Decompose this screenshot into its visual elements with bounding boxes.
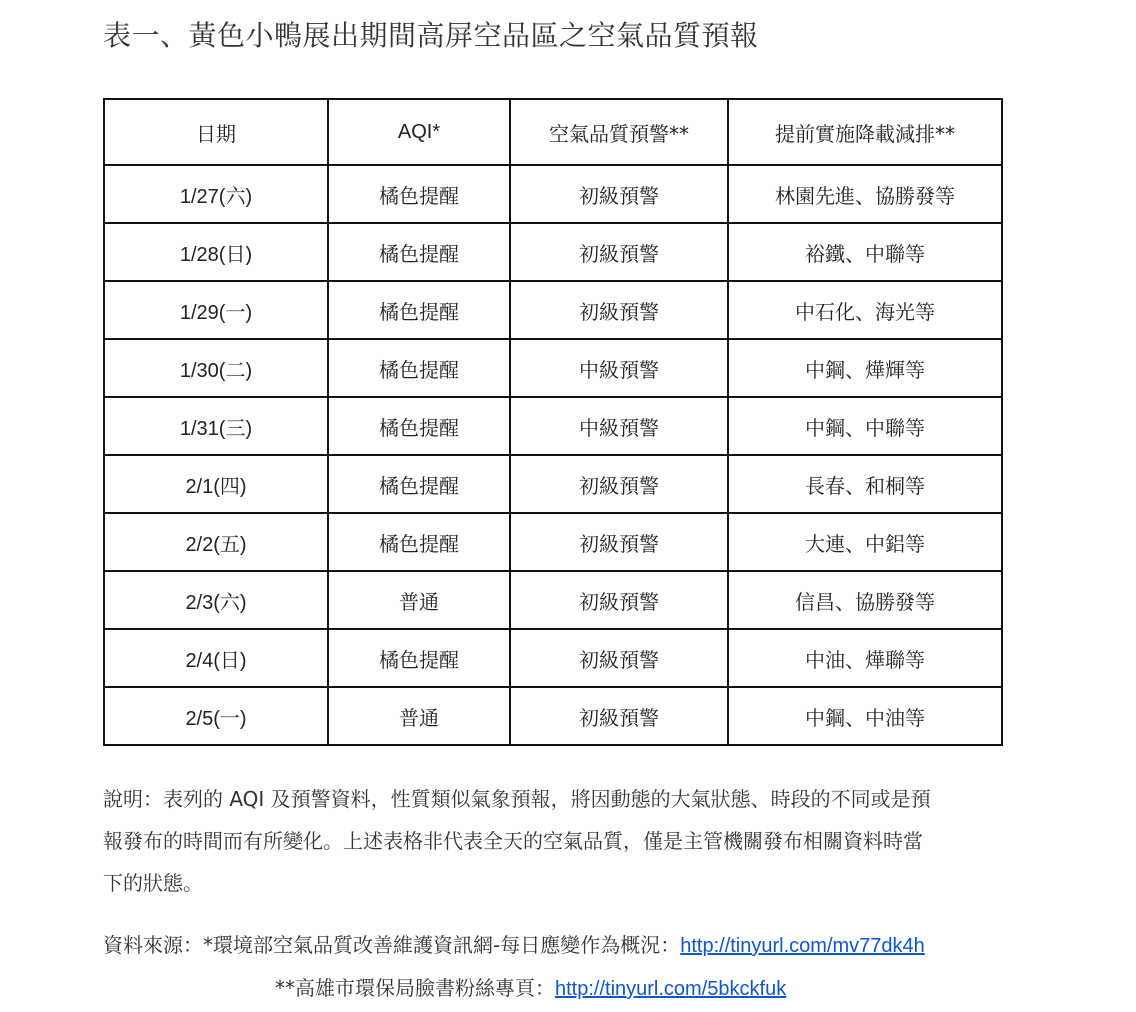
- explanation-note: [103, 778, 1043, 904]
- table-row: [104, 629, 1002, 687]
- note-line: 報發布的時間而有所變化。上述表格非代表全天的空氣品質，僅是主管機關發布相關資料時當: [103, 829, 923, 853]
- aqi-cell: 橘色提醒: [328, 629, 510, 687]
- warning-cell: 中級預警: [510, 339, 728, 397]
- data-sources: [103, 924, 1103, 1010]
- date-cell: 2/3(六): [104, 571, 328, 629]
- aqi-cell: 橘色提醒: [328, 165, 510, 223]
- date-cell: 2/5(一): [104, 687, 328, 745]
- table-row: [104, 165, 1002, 223]
- reduction-cell: 信昌、協勝發等: [728, 571, 1002, 629]
- reduction-cell: 中鋼、燁輝等: [728, 339, 1002, 397]
- header-warning: 空氣品質預警**: [510, 99, 728, 165]
- table-header-row: [104, 99, 1002, 165]
- table-row: [104, 687, 1002, 745]
- aqi-cell: 橘色提醒: [328, 397, 510, 455]
- table-row: [104, 397, 1002, 455]
- table-row: [104, 513, 1002, 571]
- date-cell: 1/27(六): [104, 165, 328, 223]
- reduction-cell: 長春、和桐等: [728, 455, 1002, 513]
- date-cell: 2/2(五): [104, 513, 328, 571]
- warning-cell: 初級預警: [510, 687, 728, 745]
- aqi-cell: 普通: [328, 571, 510, 629]
- reduction-cell: 中油、燁聯等: [728, 629, 1002, 687]
- aqi-cell: 普通: [328, 687, 510, 745]
- warning-cell: 初級預警: [510, 513, 728, 571]
- table-row: [104, 339, 1002, 397]
- reduction-cell: 中石化、海光等: [728, 281, 1002, 339]
- table-row: [104, 571, 1002, 629]
- source-epa-label: 資料來源：*環境部空氣品質改善維護資訊網-每日應變作為概況：: [103, 933, 681, 957]
- date-cell: 1/30(二): [104, 339, 328, 397]
- table-row: [104, 223, 1002, 281]
- reduction-cell: 中鋼、中聯等: [728, 397, 1002, 455]
- date-cell: 1/29(一): [104, 281, 328, 339]
- source-line-epa: [103, 924, 1103, 967]
- note-line: 下的狀態。: [103, 871, 203, 895]
- warning-cell: 初級預警: [510, 629, 728, 687]
- air-quality-forecast-table: [103, 98, 1003, 746]
- aqi-cell: 橘色提醒: [328, 281, 510, 339]
- table-row: [104, 281, 1002, 339]
- source-kaohsiung-link[interactable]: http://tinyurl.com/5bkckfuk: [555, 978, 787, 1000]
- aqi-cell: 橘色提醒: [328, 223, 510, 281]
- aqi-cell: 橘色提醒: [328, 339, 510, 397]
- warning-cell: 初級預警: [510, 223, 728, 281]
- source-kaohsiung-label: **高雄市環保局臉書粉絲專頁：: [275, 976, 555, 1000]
- page-title: 表一、黃色小鴨展出期間高屏空品區之空氣品質預報: [103, 19, 759, 52]
- header-emission-reduction: 提前實施降載減排**: [728, 99, 1002, 165]
- reduction-cell: 中鋼、中油等: [728, 687, 1002, 745]
- reduction-cell: 裕鐵、中聯等: [728, 223, 1002, 281]
- date-cell: 2/4(日): [104, 629, 328, 687]
- warning-cell: 初級預警: [510, 165, 728, 223]
- aqi-cell: 橘色提醒: [328, 455, 510, 513]
- aqi-cell: 橘色提醒: [328, 513, 510, 571]
- note-line: 說明：表列的 AQI 及預警資料，性質類似氣象預報，將因動態的大氣狀態、時段的不同或是預: [103, 787, 931, 811]
- source-epa-link[interactable]: http://tinyurl.com/mv77dk4h: [680, 935, 925, 957]
- header-date: 日期: [104, 99, 328, 165]
- date-cell: 1/28(日): [104, 223, 328, 281]
- warning-cell: 初級預警: [510, 281, 728, 339]
- warning-cell: 初級預警: [510, 571, 728, 629]
- date-cell: 2/1(四): [104, 455, 328, 513]
- source-line-kaohsiung: [103, 967, 1103, 1010]
- reduction-cell: 林園先進、協勝發等: [728, 165, 1002, 223]
- header-aqi: AQI*: [328, 99, 510, 165]
- reduction-cell: 大連、中鋁等: [728, 513, 1002, 571]
- warning-cell: 初級預警: [510, 455, 728, 513]
- table-row: [104, 455, 1002, 513]
- warning-cell: 中級預警: [510, 397, 728, 455]
- date-cell: 1/31(三): [104, 397, 328, 455]
